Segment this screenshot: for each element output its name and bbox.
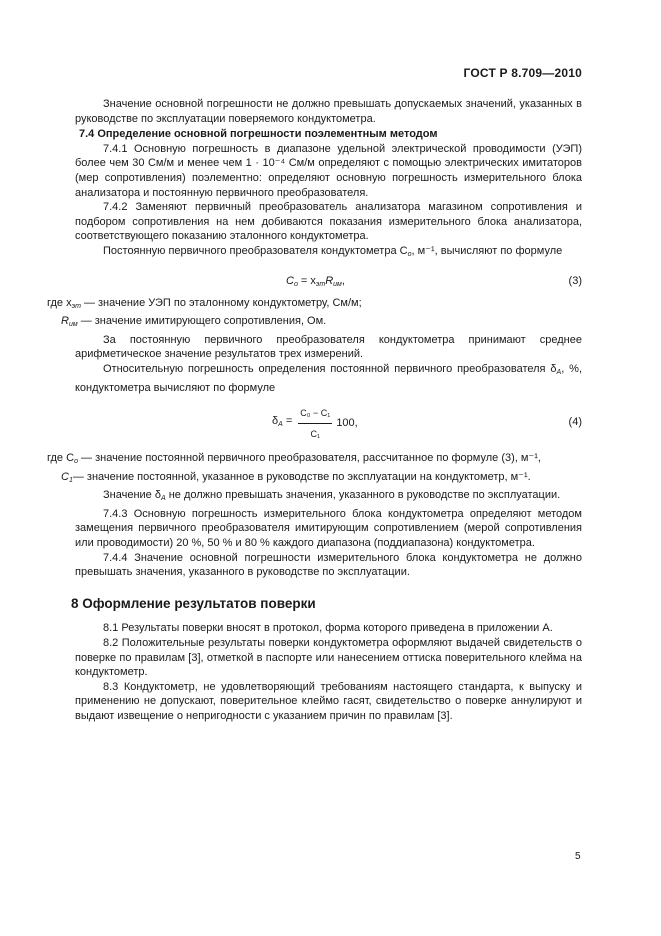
where-r-im: $R_{им}$ — значение имитирующего сопротивления, Ом. bbox=[61, 315, 327, 329]
paragraph-constant: Постоянную первичного преобразователя кондуктометра $C_o$, м⁻¹, вычисляют по формуле bbox=[103, 244, 563, 258]
section-heading-8: 8 Оформление результатов поверки bbox=[71, 595, 316, 611]
paragraph-7-4-1: 7.4.1 Основную погрешность в диапазоне удельной электрической проводимости (УЭП) более чем 30 См/м и менее чем 1 · 10⁻⁴ См/м определяют с помощью электрических имитаторов (мер сопротивления) поэлементно: определяют основную погрешность измерительного блока анализатора и постоянную первичного преобразователя. bbox=[75, 142, 582, 199]
paragraph-7-4-4: 7.4.4 Значение основной погрешности измерительного блока кондуктометра не должно превышать значения, указанного в руководстве по эксплуатации. bbox=[75, 551, 582, 579]
paragraph-7-4-3: 7.4.3 Основную погрешность измерительного блока кондуктометра определяют методом замещения первичного преобразователя имитирующим сопротивлением (мерой сопротивления или проводимости) 20 %, 50 % и 80 % каждого диапазона (поддиапазона) кондуктометра. bbox=[75, 507, 582, 550]
page-number: 5 bbox=[575, 851, 581, 862]
formula-3-number: (3) bbox=[568, 274, 582, 287]
where-x-et: где $x_{эт}$ — значение УЭП по эталонному кондуктометру, См/м; bbox=[47, 296, 362, 310]
formula-4 bbox=[75, 401, 582, 447]
paragraph-8-1: 8.1 Результаты поверки вносят в протокол, форма которого приведена в приложении А. bbox=[103, 622, 553, 635]
formula-3-body: $C_o = x_{эт}R_{им}$, bbox=[286, 274, 345, 288]
where-c1: $C_1—$ значение постоянной, указанное в руководстве по эксплуатации на кондуктометр, м⁻¹. bbox=[61, 470, 531, 484]
paragraph-8-2: 8.2 Положительные результаты поверки кондуктометра оформляют выдачей свидетельств о поверке по правилам [3], отметкой в паспорте или нанесением оттиска поверительного клейма на кондуктометр. bbox=[75, 637, 582, 679]
paragraph-relative-error: Относительную погрешность определения постоянной первичного преобразователя $\delta_A$, %, кондуктометра вычисляют по формуле bbox=[75, 362, 582, 394]
paragraph-mean: За постоянную первичного преобразователя кондуктометра принимают среднее арифметическое значение результатов трех измерений. bbox=[75, 333, 582, 361]
formula-3 bbox=[75, 271, 582, 293]
formula-4-fraction: $\frac{\text{C₀ − C₁}}{\text{C₁}}$ bbox=[300, 408, 331, 439]
formula-4-number: (4) bbox=[568, 416, 582, 429]
paragraph-7-4-2: 7.4.2 Заменяют первичный преобразователь анализатора магазином сопротивления и подбором сопротивления на нем добиваются показания измерительного блока анализатора, соответствующего показанию эталонного кондуктометра. bbox=[75, 201, 582, 243]
where-c0: где $C_o$ — значение постоянной первичного преобразователя, рассчитанное по формуле (3), м⁻¹, bbox=[47, 452, 541, 466]
paragraph-value-limit: Значение $\delta_A$ не должно превышать значения, указанного в руководстве по эксплуатации. bbox=[103, 489, 561, 503]
page-content bbox=[47, 97, 582, 724]
paragraph-8-3: 8.3 Кондуктометр, не удовлетворяющий требованиям настоящего стандарта, к выпуску и применению не допускают, поверительное клеймо гасят, свидетельство о поверке аннулируют и выдают извещение о непригодности с указанием причин по правилам [3]. bbox=[75, 680, 582, 722]
section-heading-7-4: 7.4 Определение основной погрешности поэлементным методом bbox=[79, 128, 438, 141]
formula-4-body: $\delta_A$ = $\frac{\text{C₀ − C₁}}{\text{C₁}}$ 100, bbox=[272, 406, 358, 441]
document-id: ГОСТ Р 8.709—2010 bbox=[463, 66, 582, 80]
paragraph-intro: Значение основной погрешности не должно превышать допускаемых значений, указанных в руководстве по эксплуатации поверяемого кондуктометра. bbox=[75, 98, 582, 125]
